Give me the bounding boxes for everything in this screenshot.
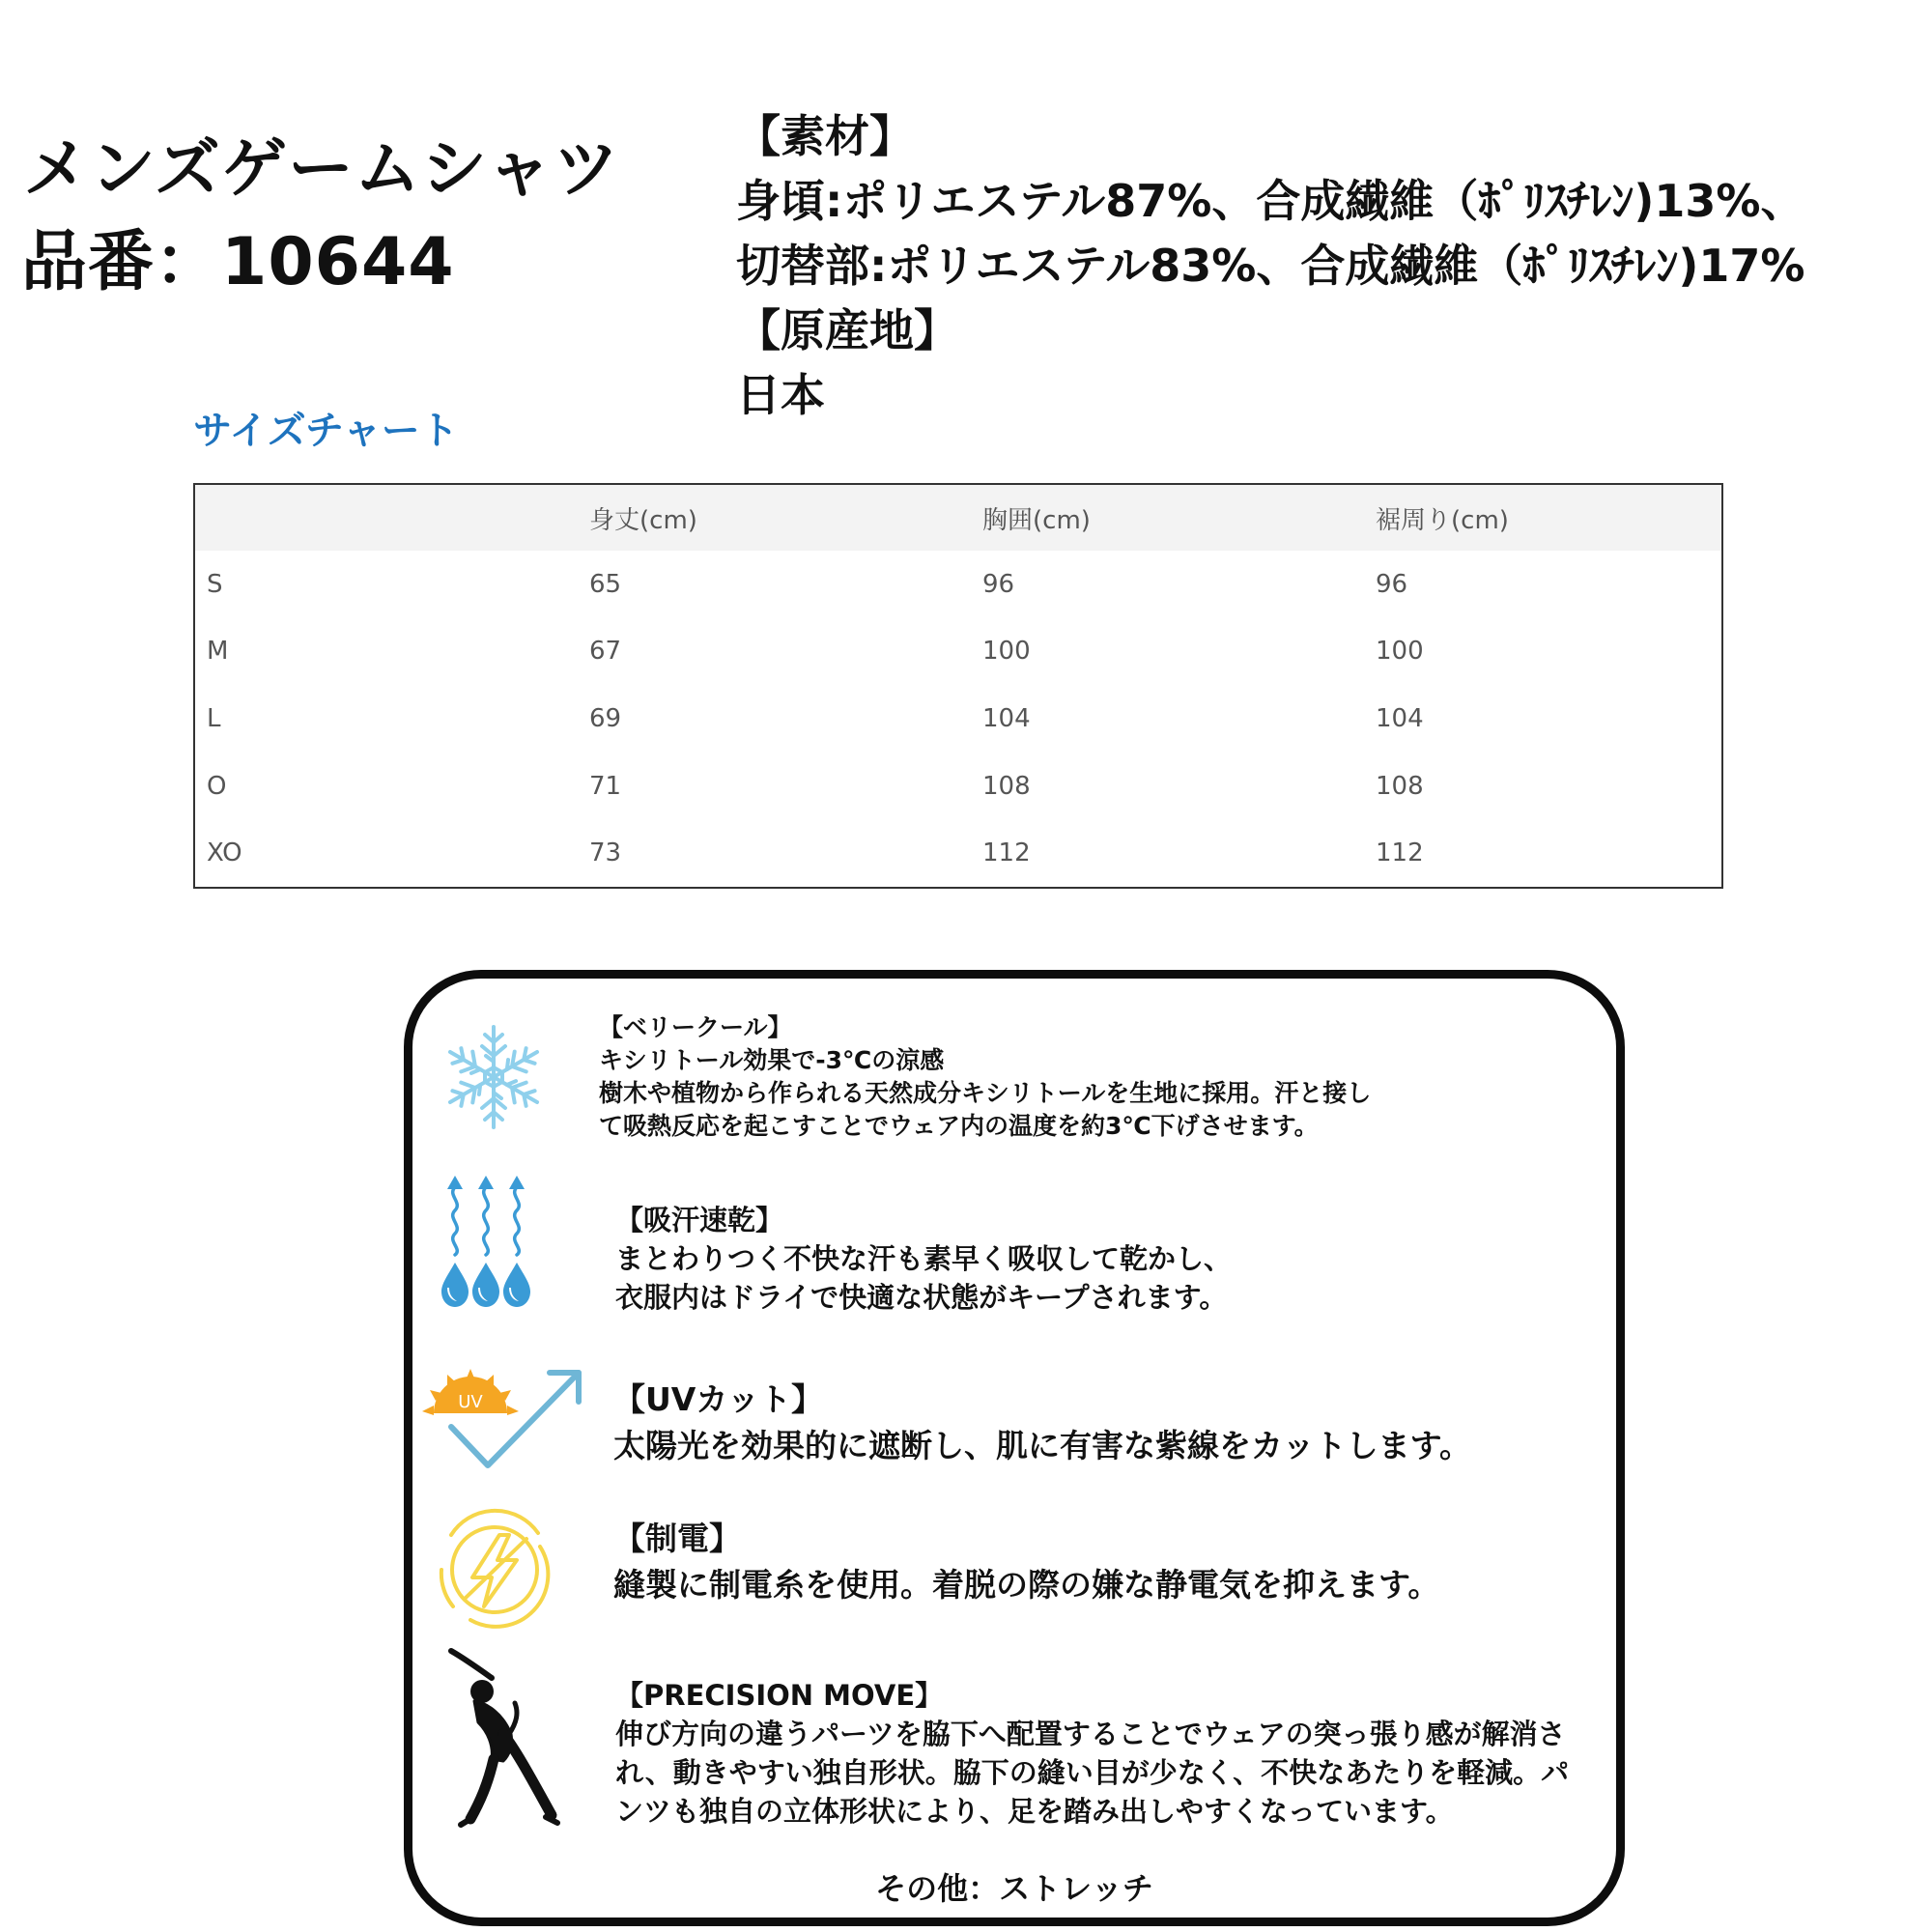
feature-antistatic	[613, 1516, 1439, 1608]
table-cell: 100	[982, 637, 1031, 667]
table-row	[194, 819, 1722, 888]
table-cell: S	[207, 569, 223, 599]
feature-line: て吸熱反応を起こすことでウェア内の温度を約3℃下げさせます。	[599, 1112, 1319, 1140]
table-cell: 104	[982, 703, 1031, 733]
table-cell: 73	[589, 838, 622, 868]
table-cell: 96	[982, 569, 1015, 599]
table-cell: 67	[589, 637, 622, 667]
feature-title: 【ベリークール】	[599, 1013, 792, 1041]
uv-cut-icon	[418, 1367, 588, 1475]
feature-line: 衣服内はドライで快適な状態がキープされます。	[615, 1281, 1228, 1314]
feature-line: キシリトール効果で-3℃の涼感	[599, 1046, 945, 1074]
header-cell-size	[194, 484, 578, 551]
table-cell: 100	[1376, 637, 1424, 667]
feature-line: れ、動きやすい独自形状。脇下の縫い目が少なく、不快なあたりを軽減。パ	[615, 1756, 1570, 1789]
origin-value: 日本	[736, 369, 825, 421]
feature-line: 伸び方向の違うパーツを脇下へ配置することでウェアの突っ張り感が解消さ	[615, 1718, 1566, 1750]
table-cell: 108	[982, 771, 1031, 801]
product-number: 品番：10644	[21, 224, 455, 300]
stretching-person-icon	[445, 1645, 561, 1834]
table-cell: M	[207, 637, 229, 667]
feature-title: 【制電】	[613, 1520, 741, 1557]
uv-label: UV	[458, 1392, 483, 1412]
feature-title: 【UVカット】	[613, 1380, 824, 1418]
header-cell-length: 身丈(cm)	[578, 484, 971, 551]
table-cell: 104	[1376, 703, 1424, 733]
features-box	[404, 970, 1625, 1926]
size-chart-title: サイズチャート	[193, 409, 459, 453]
materials-section	[736, 104, 1805, 428]
antistatic-icon	[432, 1506, 557, 1632]
table-cell: L	[207, 703, 221, 733]
table-row	[194, 551, 1722, 618]
materials-line-body: 身頃:ポリエステル87%、合成繊維（ﾎﾟﾘｽﾁﾚﾝ)13%、	[736, 175, 1805, 227]
feature-title: 【PRECISION MOVE】	[615, 1679, 944, 1712]
header-cell-chest: 胸囲(cm)	[971, 484, 1364, 551]
table-cell: O	[207, 771, 227, 801]
feature-uv-cut	[613, 1377, 1471, 1469]
feature-line: 太陽光を効果的に遮断し、肌に有害な紫線をカットします。	[613, 1427, 1472, 1464]
table-cell: XO	[207, 838, 242, 868]
table-cell: 65	[589, 569, 622, 599]
feature-very-cool	[599, 1011, 1371, 1143]
other-features: その他：ストレッチ	[875, 1870, 1153, 1907]
feature-line: 樹木や植物から作られる天然成分キシリトールを生地に採用。汗と接し	[599, 1079, 1372, 1107]
table-cell: 69	[589, 703, 622, 733]
size-table	[193, 483, 1723, 889]
feature-line: ンツも独自の立体形状により、足を踏み出しやすくなっています。	[615, 1795, 1454, 1828]
feature-line: まとわりつく不快な汗も素早く吸収して乾かし、	[615, 1242, 1233, 1275]
sweat-dry-icon	[438, 1174, 534, 1315]
table-cell: 96	[1376, 569, 1408, 599]
materials-heading: 【素材】	[736, 110, 914, 162]
table-cell: 108	[1376, 771, 1424, 801]
feature-sweat-dry	[615, 1201, 1232, 1317]
feature-title: 【吸汗速乾】	[615, 1204, 784, 1236]
table-header-row	[194, 484, 1722, 551]
table-cell: 112	[1376, 838, 1424, 868]
table-cell: 112	[982, 838, 1031, 868]
header-cell-hem: 裾周り(cm)	[1364, 484, 1722, 551]
snowflake-icon	[438, 1021, 550, 1133]
materials-line-panel: 切替部:ポリエステル83%、合成繊維（ﾎﾟﾘｽﾁﾚﾝ)17%	[736, 240, 1805, 292]
feature-precision-move	[615, 1676, 1569, 1831]
table-row	[194, 618, 1722, 686]
table-row	[194, 685, 1722, 753]
origin-heading: 【原産地】	[736, 304, 958, 356]
table-row	[194, 753, 1722, 820]
table-cell: 71	[589, 771, 622, 801]
product-name: メンズゲームシャツ	[23, 131, 620, 208]
feature-line: 縫製に制電糸を使用。着脱の際の嫌な静電気を抑えます。	[613, 1566, 1440, 1604]
